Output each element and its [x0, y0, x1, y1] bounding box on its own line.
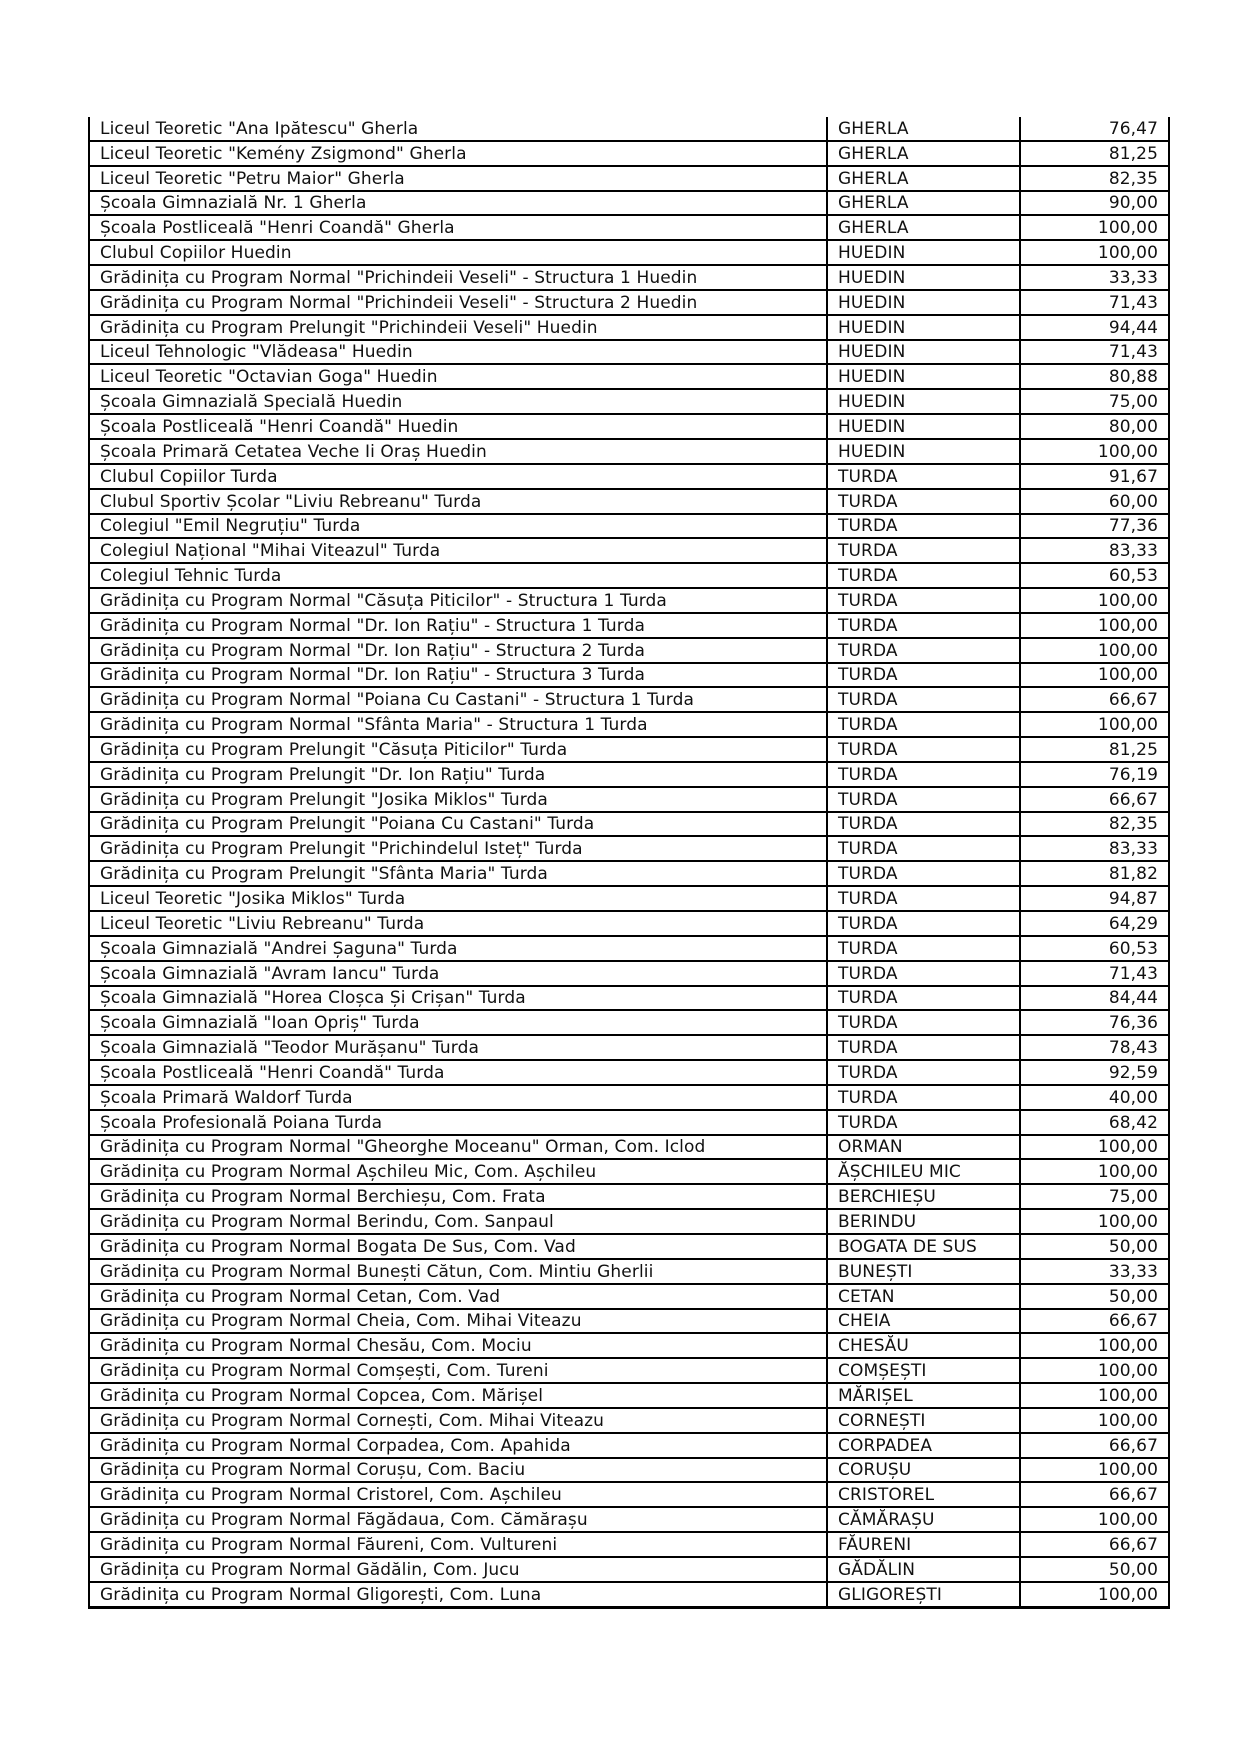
institution-name-cell: Liceul Tehnologic "Vlădeasa" Huedin	[89, 340, 827, 365]
locality-cell: TURDA	[827, 1010, 1020, 1035]
locality-cell: HUEDIN	[827, 240, 1020, 265]
table-row	[89, 1159, 1169, 1184]
value-cell: 50,00	[1020, 1284, 1169, 1309]
institution-name-cell: Școala Gimnazială Specială Huedin	[89, 389, 827, 414]
table-row	[89, 315, 1169, 340]
table-row	[89, 588, 1169, 613]
institution-name-cell: Clubul Copiilor Turda	[89, 464, 827, 489]
institution-name-cell: Grădinița cu Program Normal Berindu, Com. Sanpaul	[89, 1209, 827, 1234]
table-row	[89, 1507, 1169, 1532]
locality-cell: CRISTOREL	[827, 1482, 1020, 1507]
value-cell: 82,35	[1020, 166, 1169, 191]
schools-table	[88, 117, 1170, 1609]
table-row	[89, 191, 1169, 216]
locality-cell: TURDA	[827, 489, 1020, 514]
table-row	[89, 1110, 1169, 1135]
locality-cell: TURDA	[827, 514, 1020, 539]
value-cell: 75,00	[1020, 389, 1169, 414]
locality-cell: MĂRIȘEL	[827, 1383, 1020, 1408]
table-row	[89, 1010, 1169, 1035]
table-row	[89, 762, 1169, 787]
value-cell: 80,88	[1020, 364, 1169, 389]
locality-cell: TURDA	[827, 886, 1020, 911]
institution-name-cell: Grădinița cu Program Normal Așchileu Mic, Com. Așchileu	[89, 1159, 827, 1184]
value-cell: 68,42	[1020, 1110, 1169, 1135]
table-row	[89, 936, 1169, 961]
value-cell: 94,87	[1020, 886, 1169, 911]
locality-cell: CHESĂU	[827, 1333, 1020, 1358]
institution-name-cell: Grădinița cu Program Prelungit "Poiana Cu Castani" Turda	[89, 812, 827, 837]
table-row	[89, 117, 1169, 141]
institution-name-cell: Clubul Copiilor Huedin	[89, 240, 827, 265]
locality-cell: TURDA	[827, 563, 1020, 588]
value-cell: 33,33	[1020, 265, 1169, 290]
value-cell: 100,00	[1020, 613, 1169, 638]
institution-name-cell: Grădinița cu Program Normal "Dr. Ion Rațiu" - Structura 3 Turda	[89, 663, 827, 688]
value-cell: 84,44	[1020, 986, 1169, 1011]
locality-cell: TURDA	[827, 787, 1020, 812]
value-cell: 60,00	[1020, 489, 1169, 514]
value-cell: 100,00	[1020, 240, 1169, 265]
locality-cell: GHERLA	[827, 215, 1020, 240]
value-cell: 92,59	[1020, 1060, 1169, 1085]
table-row	[89, 836, 1169, 861]
institution-name-cell: Grădinița cu Program Normal Făureni, Com. Vultureni	[89, 1532, 827, 1557]
institution-name-cell: Grădinița cu Program Normal "Poiana Cu Castani" - Structura 1 Turda	[89, 687, 827, 712]
institution-name-cell: Grădinița cu Program Normal Gligorești, Com. Luna	[89, 1582, 827, 1607]
table-row	[89, 1557, 1169, 1582]
institution-name-cell: Școala Gimnazială "Teodor Murășanu" Turda	[89, 1035, 827, 1060]
institution-name-cell: Școala Gimnazială "Avram Iancu" Turda	[89, 961, 827, 986]
locality-cell: HUEDIN	[827, 340, 1020, 365]
institution-name-cell: Grădinița cu Program Normal "Căsuța Piticilor" - Structura 1 Turda	[89, 588, 827, 613]
locality-cell: BOGATA DE SUS	[827, 1234, 1020, 1259]
table-row	[89, 414, 1169, 439]
value-cell: 100,00	[1020, 1333, 1169, 1358]
institution-name-cell: Grădinița cu Program Prelungit "Prichindelul Isteț" Turda	[89, 836, 827, 861]
locality-cell: BERCHIEȘU	[827, 1184, 1020, 1209]
value-cell: 50,00	[1020, 1234, 1169, 1259]
institution-name-cell: Școala Postliceală "Henri Coandă" Turda	[89, 1060, 827, 1085]
locality-cell: TURDA	[827, 911, 1020, 936]
value-cell: 60,53	[1020, 936, 1169, 961]
value-cell: 66,67	[1020, 1433, 1169, 1458]
institution-name-cell: Grădinița cu Program Normal Copcea, Com. Mărișel	[89, 1383, 827, 1408]
table-row	[89, 886, 1169, 911]
locality-cell: GHERLA	[827, 141, 1020, 166]
table-row	[89, 240, 1169, 265]
table-row	[89, 687, 1169, 712]
value-cell: 100,00	[1020, 588, 1169, 613]
locality-cell: TURDA	[827, 588, 1020, 613]
value-cell: 100,00	[1020, 1159, 1169, 1184]
institution-name-cell: Liceul Teoretic "Ana Ipătescu" Gherla	[89, 117, 827, 141]
institution-name-cell: Liceul Teoretic "Josika Miklos" Turda	[89, 886, 827, 911]
locality-cell: HUEDIN	[827, 290, 1020, 315]
locality-cell: BUNEȘTI	[827, 1259, 1020, 1284]
locality-cell: TURDA	[827, 762, 1020, 787]
value-cell: 76,36	[1020, 1010, 1169, 1035]
institution-name-cell: Liceul Teoretic "Petru Maior" Gherla	[89, 166, 827, 191]
value-cell: 91,67	[1020, 464, 1169, 489]
table-row	[89, 340, 1169, 365]
value-cell: 90,00	[1020, 191, 1169, 216]
institution-name-cell: Grădinița cu Program Prelungit "Josika Miklos" Turda	[89, 787, 827, 812]
table-row	[89, 1284, 1169, 1309]
locality-cell: CETAN	[827, 1284, 1020, 1309]
institution-name-cell: Școala Profesională Poiana Turda	[89, 1110, 827, 1135]
table-row	[89, 364, 1169, 389]
institution-name-cell: Grădinița cu Program Prelungit "Căsuța Piticilor" Turda	[89, 737, 827, 762]
table-row	[89, 1408, 1169, 1433]
locality-cell: TURDA	[827, 737, 1020, 762]
institution-name-cell: Școala Gimnazială "Andrei Șaguna" Turda	[89, 936, 827, 961]
table-row	[89, 514, 1169, 539]
locality-cell: HUEDIN	[827, 364, 1020, 389]
value-cell: 94,44	[1020, 315, 1169, 340]
locality-cell: HUEDIN	[827, 265, 1020, 290]
value-cell: 81,25	[1020, 141, 1169, 166]
table-row	[89, 1184, 1169, 1209]
locality-cell: TURDA	[827, 663, 1020, 688]
institution-name-cell: Clubul Sportiv Școlar "Liviu Rebreanu" Turda	[89, 489, 827, 514]
locality-cell: TURDA	[827, 1060, 1020, 1085]
institution-name-cell: Școala Primară Cetatea Veche Ii Oraș Huedin	[89, 439, 827, 464]
institution-name-cell: Școala Gimnazială Nr. 1 Gherla	[89, 191, 827, 216]
table-row	[89, 489, 1169, 514]
locality-cell: TURDA	[827, 836, 1020, 861]
institution-name-cell: Grădinița cu Program Normal "Dr. Ion Rațiu" - Structura 1 Turda	[89, 613, 827, 638]
table-row	[89, 1532, 1169, 1557]
value-cell: 83,33	[1020, 836, 1169, 861]
value-cell: 66,67	[1020, 687, 1169, 712]
institution-name-cell: Grădinița cu Program Normal Cornești, Com. Mihai Viteazu	[89, 1408, 827, 1433]
locality-cell: TURDA	[827, 986, 1020, 1011]
table-row	[89, 1433, 1169, 1458]
table-row	[89, 1209, 1169, 1234]
value-cell: 81,25	[1020, 737, 1169, 762]
table-row	[89, 1135, 1169, 1160]
institution-name-cell: Școala Postliceală "Henri Coandă" Gherla	[89, 215, 827, 240]
locality-cell: ORMAN	[827, 1135, 1020, 1160]
value-cell: 100,00	[1020, 439, 1169, 464]
table-row	[89, 812, 1169, 837]
locality-cell: TURDA	[827, 1110, 1020, 1135]
value-cell: 76,47	[1020, 117, 1169, 141]
table-row	[89, 1234, 1169, 1259]
table-row	[89, 290, 1169, 315]
value-cell: 100,00	[1020, 1209, 1169, 1234]
value-cell: 100,00	[1020, 1135, 1169, 1160]
value-cell: 100,00	[1020, 1458, 1169, 1483]
institution-name-cell: Liceul Teoretic "Liviu Rebreanu" Turda	[89, 911, 827, 936]
table-row	[89, 737, 1169, 762]
value-cell: 77,36	[1020, 514, 1169, 539]
table-row	[89, 712, 1169, 737]
value-cell: 100,00	[1020, 215, 1169, 240]
table-row	[89, 1482, 1169, 1507]
institution-name-cell: Grădinița cu Program Normal Chesău, Com. Mociu	[89, 1333, 827, 1358]
locality-cell: TURDA	[827, 1035, 1020, 1060]
value-cell: 81,82	[1020, 861, 1169, 886]
value-cell: 100,00	[1020, 638, 1169, 663]
institution-name-cell: Grădinița cu Program Normal Bogata De Sus, Com. Vad	[89, 1234, 827, 1259]
locality-cell: GHERLA	[827, 166, 1020, 191]
locality-cell: GHERLA	[827, 117, 1020, 141]
value-cell: 100,00	[1020, 712, 1169, 737]
table-row	[89, 1458, 1169, 1483]
locality-cell: HUEDIN	[827, 414, 1020, 439]
table-row	[89, 1582, 1169, 1607]
table-row	[89, 389, 1169, 414]
institution-name-cell: Grădinița cu Program Prelungit "Prichindeii Veseli" Huedin	[89, 315, 827, 340]
value-cell: 100,00	[1020, 1507, 1169, 1532]
table-row	[89, 439, 1169, 464]
value-cell: 64,29	[1020, 911, 1169, 936]
institution-name-cell: Grădinița cu Program Normal "Gheorghe Moceanu" Orman, Com. Iclod	[89, 1135, 827, 1160]
institution-name-cell: Școala Primară Waldorf Turda	[89, 1085, 827, 1110]
institution-name-cell: Liceul Teoretic "Octavian Goga" Huedin	[89, 364, 827, 389]
table-row	[89, 1085, 1169, 1110]
locality-cell: TURDA	[827, 538, 1020, 563]
table-row	[89, 538, 1169, 563]
institution-name-cell: Grădinița cu Program Normal Comșești, Com. Tureni	[89, 1358, 827, 1383]
locality-cell: CORPADEA	[827, 1433, 1020, 1458]
locality-cell: TURDA	[827, 936, 1020, 961]
locality-cell: CORNEȘTI	[827, 1408, 1020, 1433]
locality-cell: HUEDIN	[827, 389, 1020, 414]
institution-name-cell: Grădinița cu Program Normal "Dr. Ion Rațiu" - Structura 2 Turda	[89, 638, 827, 663]
table-row	[89, 563, 1169, 588]
locality-cell: TURDA	[827, 464, 1020, 489]
table-row	[89, 1259, 1169, 1284]
locality-cell: HUEDIN	[827, 439, 1020, 464]
locality-cell: GĂDĂLIN	[827, 1557, 1020, 1582]
institution-name-cell: Colegiul Tehnic Turda	[89, 563, 827, 588]
table-row	[89, 1358, 1169, 1383]
value-cell: 60,53	[1020, 563, 1169, 588]
institution-name-cell: Grădinița cu Program Normal Corușu, Com. Baciu	[89, 1458, 827, 1483]
institution-name-cell: Grădinița cu Program Normal "Sfânta Maria" - Structura 1 Turda	[89, 712, 827, 737]
value-cell: 100,00	[1020, 1582, 1169, 1607]
table-row	[89, 141, 1169, 166]
institution-name-cell: Grădinița cu Program Normal Bunești Cătun, Com. Mintiu Gherlii	[89, 1259, 827, 1284]
table-row	[89, 961, 1169, 986]
institution-name-cell: Grădinița cu Program Prelungit "Dr. Ion Rațiu" Turda	[89, 762, 827, 787]
institution-name-cell: Colegiul Național "Mihai Viteazul" Turda	[89, 538, 827, 563]
institution-name-cell: Școala Gimnazială "Ioan Opriș" Turda	[89, 1010, 827, 1035]
locality-cell: ĂȘCHILEU MIC	[827, 1159, 1020, 1184]
value-cell: 66,67	[1020, 1532, 1169, 1557]
value-cell: 33,33	[1020, 1259, 1169, 1284]
locality-cell: HUEDIN	[827, 315, 1020, 340]
value-cell: 66,67	[1020, 1482, 1169, 1507]
institution-name-cell: Grădinița cu Program Normal Făgădaua, Com. Cămărașu	[89, 1507, 827, 1532]
value-cell: 75,00	[1020, 1184, 1169, 1209]
value-cell: 71,43	[1020, 340, 1169, 365]
locality-cell: FĂURENI	[827, 1532, 1020, 1557]
institution-name-cell: Grădinița cu Program Normal Cristorel, Com. Așchileu	[89, 1482, 827, 1507]
locality-cell: BERINDU	[827, 1209, 1020, 1234]
table-row	[89, 986, 1169, 1011]
value-cell: 100,00	[1020, 663, 1169, 688]
table-row	[89, 1333, 1169, 1358]
locality-cell: COMȘEȘTI	[827, 1358, 1020, 1383]
value-cell: 71,43	[1020, 290, 1169, 315]
locality-cell: CĂMĂRAȘU	[827, 1507, 1020, 1532]
table-row	[89, 166, 1169, 191]
locality-cell: TURDA	[827, 613, 1020, 638]
table-row	[89, 911, 1169, 936]
locality-cell: GHERLA	[827, 191, 1020, 216]
value-cell: 83,33	[1020, 538, 1169, 563]
value-cell: 80,00	[1020, 414, 1169, 439]
table-row	[89, 464, 1169, 489]
table-row	[89, 787, 1169, 812]
institution-name-cell: Grădinița cu Program Normal Cetan, Com. Vad	[89, 1284, 827, 1309]
institution-name-cell: Grădinița cu Program Normal "Prichindeii Veseli" - Structura 1 Huedin	[89, 265, 827, 290]
institution-name-cell: Grădinița cu Program Normal Berchieșu, Com. Frata	[89, 1184, 827, 1209]
table-row	[89, 663, 1169, 688]
table-body	[89, 117, 1169, 1607]
institution-name-cell: Grădinița cu Program Normal Corpadea, Com. Apahida	[89, 1433, 827, 1458]
table-row	[89, 613, 1169, 638]
table-row	[89, 861, 1169, 886]
table-row	[89, 1309, 1169, 1334]
locality-cell: TURDA	[827, 712, 1020, 737]
institution-name-cell: Grădinița cu Program Normal Gădălin, Com. Jucu	[89, 1557, 827, 1582]
value-cell: 100,00	[1020, 1383, 1169, 1408]
institution-name-cell: Grădinița cu Program Normal Cheia, Com. Mihai Viteazu	[89, 1309, 827, 1334]
table-row	[89, 1060, 1169, 1085]
value-cell: 100,00	[1020, 1358, 1169, 1383]
locality-cell: TURDA	[827, 1085, 1020, 1110]
institution-name-cell: Școala Gimnazială "Horea Cloșca Și Crișan" Turda	[89, 986, 827, 1011]
institution-name-cell: Liceul Teoretic "Kemény Zsigmond" Gherla	[89, 141, 827, 166]
institution-name-cell: Școala Postliceală "Henri Coandă" Huedin	[89, 414, 827, 439]
locality-cell: TURDA	[827, 812, 1020, 837]
locality-cell: GLIGOREȘTI	[827, 1582, 1020, 1607]
locality-cell: TURDA	[827, 961, 1020, 986]
value-cell: 40,00	[1020, 1085, 1169, 1110]
table-row	[89, 1035, 1169, 1060]
value-cell: 50,00	[1020, 1557, 1169, 1582]
table-row	[89, 1383, 1169, 1408]
locality-cell: CHEIA	[827, 1309, 1020, 1334]
value-cell: 66,67	[1020, 787, 1169, 812]
value-cell: 71,43	[1020, 961, 1169, 986]
institution-name-cell: Grădinița cu Program Prelungit "Sfânta Maria" Turda	[89, 861, 827, 886]
table-row	[89, 265, 1169, 290]
locality-cell: CORUȘU	[827, 1458, 1020, 1483]
locality-cell: TURDA	[827, 861, 1020, 886]
institution-name-cell: Grădinița cu Program Normal "Prichindeii Veseli" - Structura 2 Huedin	[89, 290, 827, 315]
value-cell: 82,35	[1020, 812, 1169, 837]
locality-cell: TURDA	[827, 687, 1020, 712]
value-cell: 76,19	[1020, 762, 1169, 787]
institution-name-cell: Colegiul "Emil Negruțiu" Turda	[89, 514, 827, 539]
value-cell: 66,67	[1020, 1309, 1169, 1334]
table-row	[89, 638, 1169, 663]
value-cell: 100,00	[1020, 1408, 1169, 1433]
locality-cell: TURDA	[827, 638, 1020, 663]
value-cell: 78,43	[1020, 1035, 1169, 1060]
table-row	[89, 215, 1169, 240]
